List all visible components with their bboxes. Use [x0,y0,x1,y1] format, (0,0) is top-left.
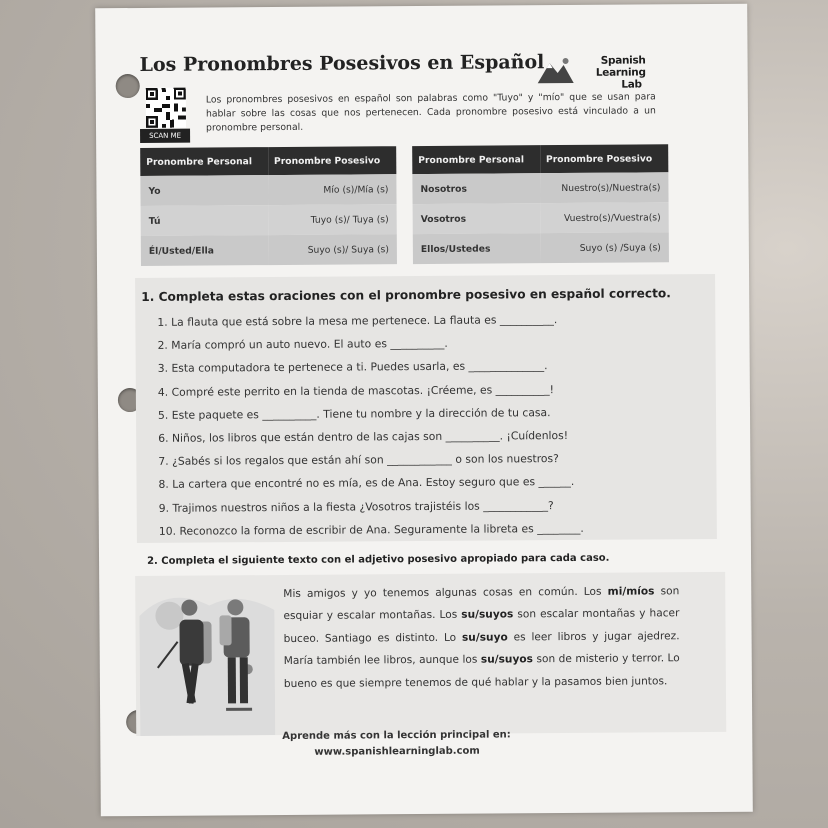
spanish-learning-lab-logo [536,52,646,91]
paragraph-text: Mis amigos y yo tenemos algunas cosas en común. Los [283,585,608,600]
table-cell: Nosotros [412,173,540,204]
list-item: 6. Niños, los libros que están dentro de las cajas son __________. ¡Cuídenlos! [158,428,569,445]
table-cell: Suyo (s)/ Suya (s) [268,234,396,265]
pronoun-table-right [412,144,669,264]
table-header: Pronombre Posesivo [268,146,396,175]
list-item: 7. ¿Sabés si los regalos que están ahí son ____________ o son los nuestros? [158,452,559,468]
table-cell: Tú [141,205,269,236]
footer-url: www.spanishlearninglab.com [314,745,480,758]
logo-line2: Lab [621,78,642,91]
list-item: 8. La cartera que encontré no es mía, es de Ana. Estoy seguro que es ______. [158,475,575,492]
exercise-2-paragraph [283,580,680,695]
binder-hole [116,74,140,98]
table-cell: Vosotros [413,203,541,234]
table-cell: Mío (s)/Mía (s) [268,174,396,205]
paragraph-text: es leer libros y jugar ajedrez. María también lee libros, aunque los [283,630,680,668]
list-item: 3. Esta computadora te pertenece a ti. Puedes usarla, es ______________. [157,359,548,376]
list-item: 9. Trajimos nuestros niños a la fiesta ¿Vosotros trajistéis los ____________? [158,498,554,515]
pronoun-table-left [140,146,397,266]
possessive-option: su/suyo [461,631,508,644]
possessive-option: su/suyos [480,653,533,666]
worksheet-title: Los Pronombres Posesivos en Español [139,51,545,76]
worksheet-page [95,4,753,817]
possessive-option: mi/míos [607,585,655,598]
paragraph-text: son de misterio y terror. Lo bueno es que siempre tenemos de qué hablar y la pasamos bien juntos. [283,652,680,690]
paragraph-text: son escalar montañas y hacer buceo. Santiago es distinto. Lo [283,607,680,645]
table-cell: Suyo (s) /Suya (s) [540,232,668,263]
paragraph-text: son esquiar y escalar montañas. Los [283,585,680,623]
qr-code [146,88,186,128]
scan-me-label: SCAN ME [140,129,190,143]
list-item: 2. María compró un auto nuevo. El auto es __________. [157,337,448,353]
logo-line1: Spanish Learning [595,54,646,79]
table-header: Pronombre Personal [140,147,268,176]
possessive-option: su/suyos [461,608,514,622]
table-header: Pronombre Posesivo [540,144,668,173]
hikers-illustration [139,585,275,736]
footer-text: Aprende más con la lección principal en: [282,729,511,742]
table-cell: Ellos/Ustedes [413,233,541,264]
list-item: 1. La flauta que está sobre la mesa me pertenece. La flauta es __________. [157,313,558,329]
list-item: 4. Compré este perrito en la tienda de mascotas. ¡Créeme, es __________! [157,382,555,399]
table-cell: Nuestro(s)/Nuestra(s) [540,172,668,203]
table-cell: Vuestro(s)/Vuestra(s) [540,202,668,233]
table-cell: Él/Usted/Ella [141,235,269,266]
table-header: Pronombre Personal [412,145,540,174]
list-item: 5. Este paquete es __________. Tiene tu nombre y la dirección de tu casa. [157,405,551,422]
table-cell: Tuyo (s)/ Tuya (s) [268,204,396,235]
intro-paragraph: Los pronombres posesivos en español son palabras como "Tuyo" y "mío" que se usan para hablar sobre las cosas que nos pertenecen. Cada pronombre posesivo está vinculado a un pronombre personal. [205,91,656,134]
exercise-1-title: 1. Completa estas oraciones con el pronombre posesivo en español correcto. [141,286,671,304]
table-cell: Yo [140,175,268,206]
exercise-1-list [157,308,584,543]
exercise-2-title: 2. Completa el siguiente texto con el adjetivo posesivo apropiado para cada caso. [147,552,610,567]
list-item: 10. Reconozco la forma de escribir de Ana. Seguramente la libreta es ________. [158,521,584,538]
